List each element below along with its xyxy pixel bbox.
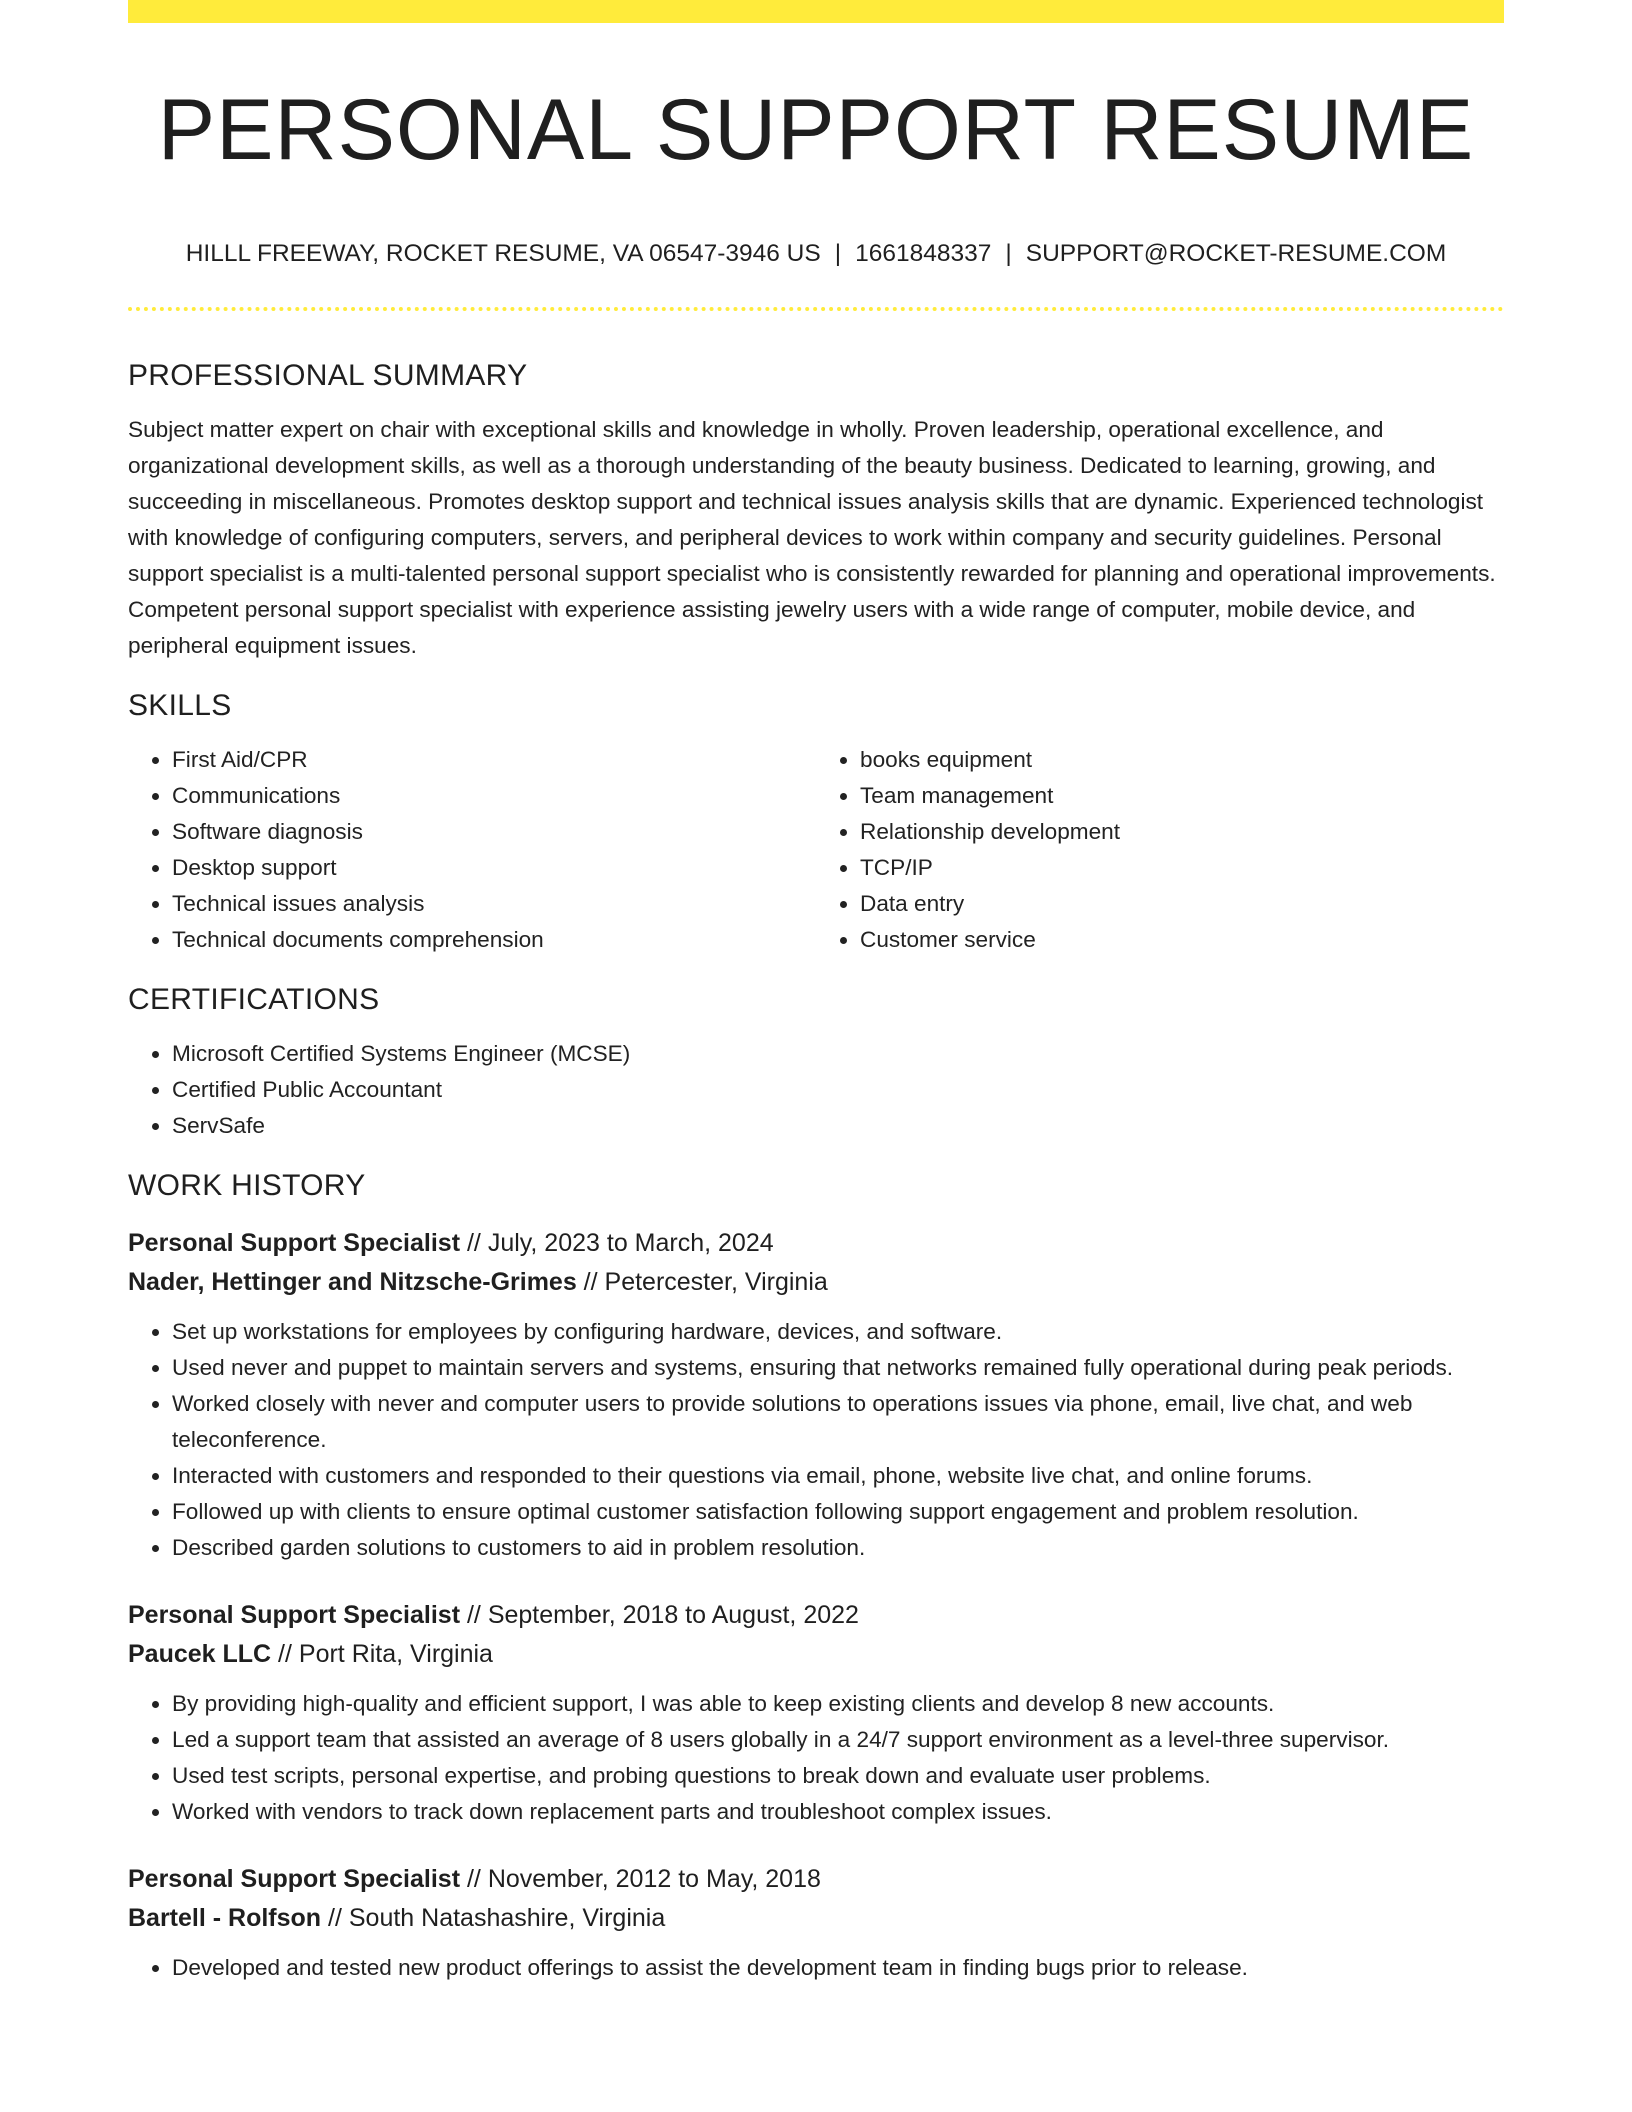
job-title-line [128, 1224, 1504, 1263]
contact-phone: 1661848337 [855, 240, 992, 267]
job-title: Personal Support Specialist [128, 1601, 461, 1629]
job-dates: // July, 2023 to March, 2024 [460, 1229, 774, 1257]
contact-email[interactable]: SUPPORT@ROCKET-RESUME.COM [1025, 240, 1447, 267]
skills-list-left [128, 742, 816, 958]
company-name: Nader, Hettinger and Nitzsche-Grimes [128, 1268, 577, 1296]
contact-separator: | [834, 240, 842, 267]
job-bullets [128, 1950, 1504, 1986]
skill-item: • First Aid/CPR [172, 742, 816, 778]
skill-item: • Software diagnosis [172, 814, 816, 850]
job-title-line [128, 1596, 1504, 1635]
skill-item: • TCP/IP [860, 850, 1504, 886]
certification-item: • Microsoft Certified Systems Engineer (MCSE) [172, 1036, 1504, 1072]
skill-item: • Data entry [860, 886, 1504, 922]
job-bullet: • By providing high-quality and efficient support, I was able to keep existing clients and develop 8 new accounts. [172, 1686, 1504, 1722]
job-bullet: • Used test scripts, personal expertise, and probing questions to break down and evaluate user problems. [172, 1758, 1504, 1794]
job-entry [128, 1596, 1504, 1830]
job-bullets [128, 1314, 1504, 1566]
certifications-list [128, 1036, 1504, 1144]
company-line [128, 1635, 1504, 1674]
accent-bar [128, 0, 1504, 23]
resume-title: PERSONAL SUPPORT RESUME [157, 82, 1475, 178]
certification-item: • ServSafe [172, 1108, 1504, 1144]
job-title-line [128, 1860, 1504, 1899]
company-location: // South Natashashire, Virginia [321, 1904, 666, 1932]
job-entry [128, 1860, 1504, 1986]
skill-item: • Desktop support [172, 850, 816, 886]
skills-columns [128, 742, 1504, 958]
resume-body [128, 352, 1504, 1986]
company-name: Paucek LLC [128, 1640, 272, 1668]
job-bullet: • Set up workstations for employees by configuring hardware, devices, and software. [172, 1314, 1504, 1350]
job-bullet: • Used never and puppet to maintain servers and systems, ensuring that networks remained fully operational during peak periods. [172, 1350, 1504, 1386]
job-title: Personal Support Specialist [128, 1865, 461, 1893]
job-dates: // November, 2012 to May, 2018 [460, 1865, 821, 1893]
contact-separator: | [1005, 240, 1012, 267]
job-bullet: • Worked closely with never and computer users to provide solutions to operations issues via phone, email, live chat, and web teleconference. [172, 1386, 1504, 1458]
skills-list-right [816, 742, 1504, 958]
summary-text: Subject matter expert on chair with exceptional skills and knowledge in wholly. Proven leadership, operational excellence, and organizational development skills, as well as a thorough understanding of the beauty business. Dedicated to learning, growing, and succeeding in miscellaneous. Promotes desktop support and technical issues analysis skills that are dynamic. Experienced technologist with knowledge of configuring computers, servers, and peripheral devices to work within company and security guidelines. Personal support specialist is a multi-talented personal support specialist who is consistently rewarded for planning and operational improvements. Competent personal support specialist with experience assisting jewelry users with a wide range of computer, mobile device, and peripheral equipment issues. [128, 417, 1496, 658]
skill-item: • Team management [860, 778, 1504, 814]
section-heading: WORK HISTORY [128, 1169, 366, 1202]
contact-line [128, 236, 1504, 272]
skill-item: • Customer service [860, 922, 1504, 958]
professional-summary-section [128, 352, 1504, 664]
company-line [128, 1263, 1504, 1302]
skills-section [128, 682, 1504, 958]
job-title: Personal Support Specialist [128, 1229, 461, 1257]
contact-address: HILLL FREEWAY, ROCKET RESUME, VA 06547-3946 US [185, 240, 821, 267]
job-bullet: • Developed and tested new product offerings to assist the development team in finding bugs prior to release. [172, 1950, 1504, 1986]
work-history-section [128, 1162, 1504, 1986]
job-dates: // September, 2018 to August, 2022 [460, 1601, 859, 1629]
job-bullet: • Worked with vendors to track down replacement parts and troubleshoot complex issues. [172, 1794, 1504, 1830]
company-location: // Port Rita, Virginia [271, 1640, 493, 1668]
job-bullet: • Followed up with clients to ensure optimal customer satisfaction following support engagement and problem resolution. [172, 1494, 1504, 1530]
company-name: Bartell - Rolfson [128, 1904, 322, 1932]
company-location: // Petercester, Virginia [576, 1268, 828, 1296]
skill-item: • Technical documents comprehension [172, 922, 816, 958]
job-entry [128, 1224, 1504, 1566]
job-bullet: • Interacted with customers and responded to their questions via email, phone, website live chat, and online forums. [172, 1458, 1504, 1494]
company-line [128, 1899, 1504, 1938]
job-bullet: • Led a support team that assisted an average of 8 users globally in a 24/7 support environment as a level-three supervisor. [172, 1722, 1504, 1758]
certifications-section [128, 976, 1504, 1144]
skill-item: • Communications [172, 778, 816, 814]
skill-item: • books equipment [860, 742, 1504, 778]
section-heading: PROFESSIONAL SUMMARY [128, 359, 528, 392]
job-bullet: • Described garden solutions to customers to aid in problem resolution. [172, 1530, 1504, 1566]
job-bullets [128, 1686, 1504, 1830]
skill-item: • Technical issues analysis [172, 886, 816, 922]
section-heading: SKILLS [128, 689, 232, 722]
dotted-divider [128, 307, 1504, 311]
section-heading: CERTIFICATIONS [128, 983, 380, 1016]
skill-item: • Relationship development [860, 814, 1504, 850]
certification-item: • Certified Public Accountant [172, 1072, 1504, 1108]
